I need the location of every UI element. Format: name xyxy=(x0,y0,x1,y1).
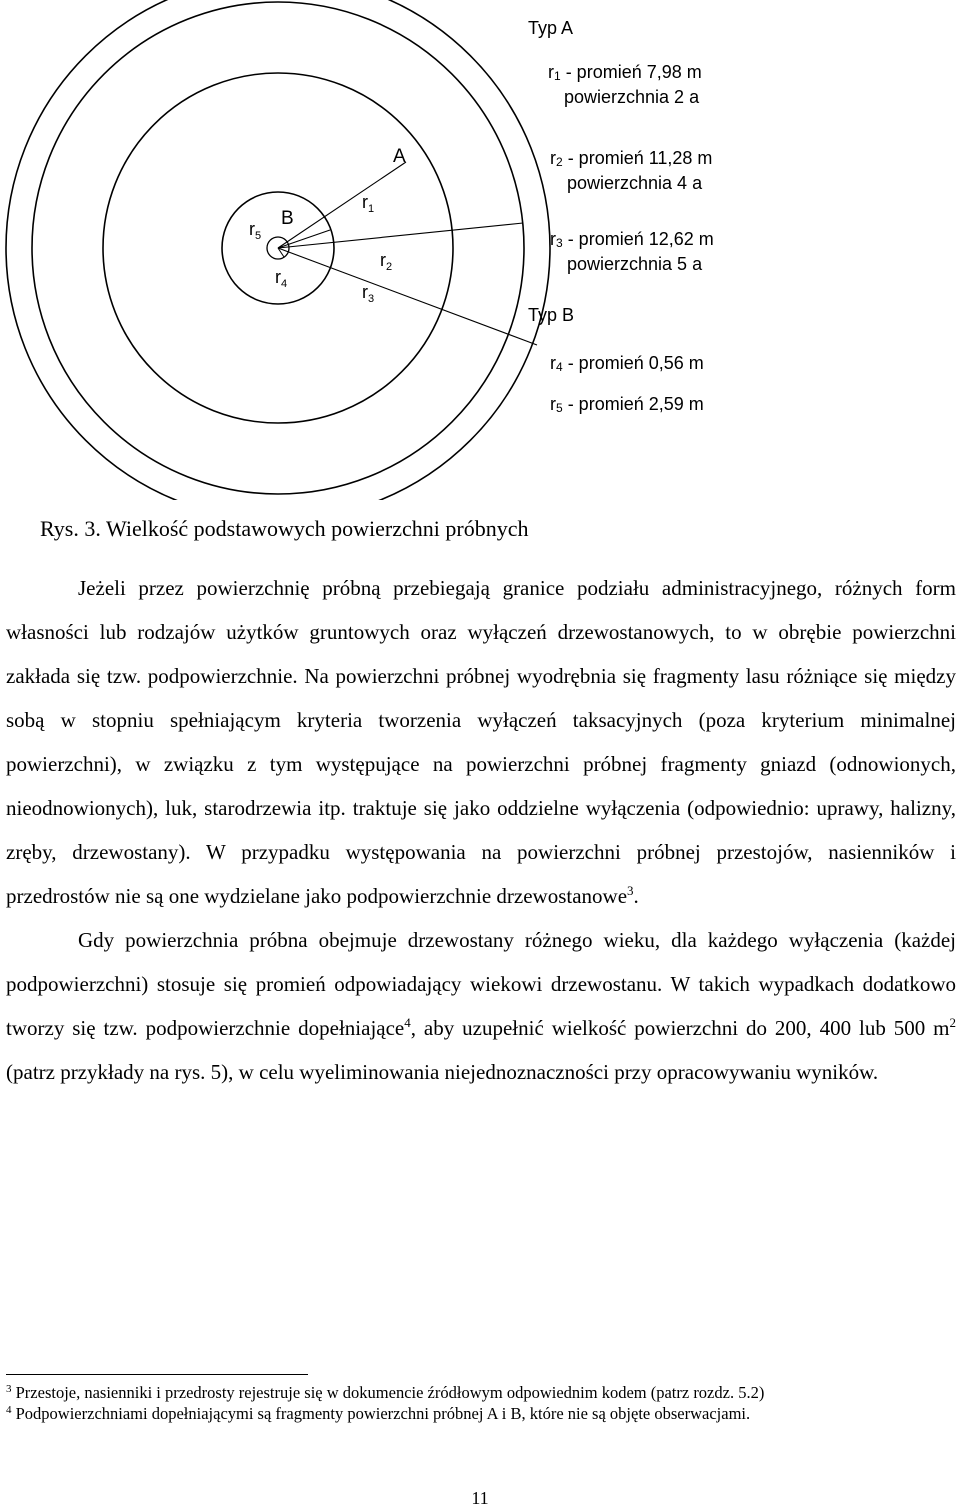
label-a: A xyxy=(393,146,406,167)
label-r3: $r_3$ xyxy=(362,282,375,305)
legend-r2-area: powierzchnia 4 a xyxy=(567,173,703,193)
legend-r3: $r_3$ - promień 12,62 m xyxy=(550,229,714,250)
label-r4: $r_4$ xyxy=(275,267,288,290)
legend-r3-area: powierzchnia 5 a xyxy=(567,254,703,274)
label-r5: $r_5$ xyxy=(249,219,262,242)
label-b: B xyxy=(281,208,294,229)
legend-r5: $r_5$ - promień 2,59 m xyxy=(550,394,704,415)
footnote-rule xyxy=(6,1374,308,1375)
footnote-ref-4: 4 xyxy=(404,1015,411,1030)
figure-caption: Rys. 3. Wielkość podstawowych powierzchni próbnych xyxy=(40,516,529,541)
paragraph-1: Jeżeli przez powierzchnię próbną przebiegają granice podziału administracyjnego, różnych form własności lub rodzajów użytków gruntowych oraz wyłączeń drzewostanowych, to w obrębie powierzchni zakłada się tzw. podpowierzchnie. Na powierzchni próbnej wyodrębnia się fragmenty lasu różniące się między sobą w stopniu spełniającym kryteria tworzenia wyłączeń taksacyjnych (poza kryterium minimalnej powierzchni), w związku z tym występujące na powierzchni próbnej fragmenty gniazd (odnowionych, nieodnowionych), luk, starodrzewia itp. traktuje się jako oddzielne wyłączenia (odpowiednio: uprawy, halizny, zręby, drzewostany). W przypadku występowania na powierzchni próbnej przestojów, nasienników i przedrostów nie są one wydzielane jako podpowierzchnie drzewostanowe$^3$. xyxy=(6,576,956,908)
footnote-ref-3: 3 xyxy=(627,883,634,898)
paragraph-2: Gdy powierzchnia próbna obejmuje drzewostany różnego wieku, dla każdego wyłączenia (każdej podpowierzchni) stosuje się promień odpowiadający wiekowi drzewostanu. W takich wypadkach dodatkowo tworzy się tzw. podpowierzchnie dopełniające$^4$, aby uzupełnić wielkość powierzchni do 200, 400 lub 500 $m^2$ (patrz przykłady na rys. 5), w celu wyeliminowania niejednoznaczności przy opracowywaniu wyników. xyxy=(6,928,956,1084)
typ-b-heading: Typ B xyxy=(528,305,575,325)
superscript-2: 2 xyxy=(949,1015,956,1030)
radius-line-r3 xyxy=(278,248,537,345)
legend-r1-area: powierzchnia 2 a xyxy=(564,87,700,107)
radius-line-r1 xyxy=(278,162,406,248)
legend-r2: $r_2$ - promień 11,28 m xyxy=(550,148,713,169)
footnote-3: $^3$ Przestoje, nasienniki i przedrosty rejestruje się w dokumencie źródłowym odpowiednim kodem (patrz rozdz. 5.2) xyxy=(6,1383,765,1402)
label-r1: $r_1$ xyxy=(362,192,375,215)
label-r2: $r_2$ xyxy=(380,250,393,273)
sample-plot-figure xyxy=(0,0,960,500)
legend-r1: $r_1$ - promień 7,98 m xyxy=(548,62,702,83)
page-number: 11 xyxy=(471,1488,489,1508)
circle-r3 xyxy=(6,0,550,500)
legend-r4: $r_4$ - promień 0,56 m xyxy=(550,353,704,374)
footnote-4: $^4$ Podpowierzchniami dopełniającymi są fragmenty powierzchni próbnej A i B, które nie są objęte obserwacjami. xyxy=(6,1404,751,1423)
typ-a-heading: Typ A xyxy=(528,18,574,38)
footnotes xyxy=(6,1382,956,1424)
concentric-circles-diagram xyxy=(0,0,960,500)
body-text xyxy=(6,566,956,1094)
